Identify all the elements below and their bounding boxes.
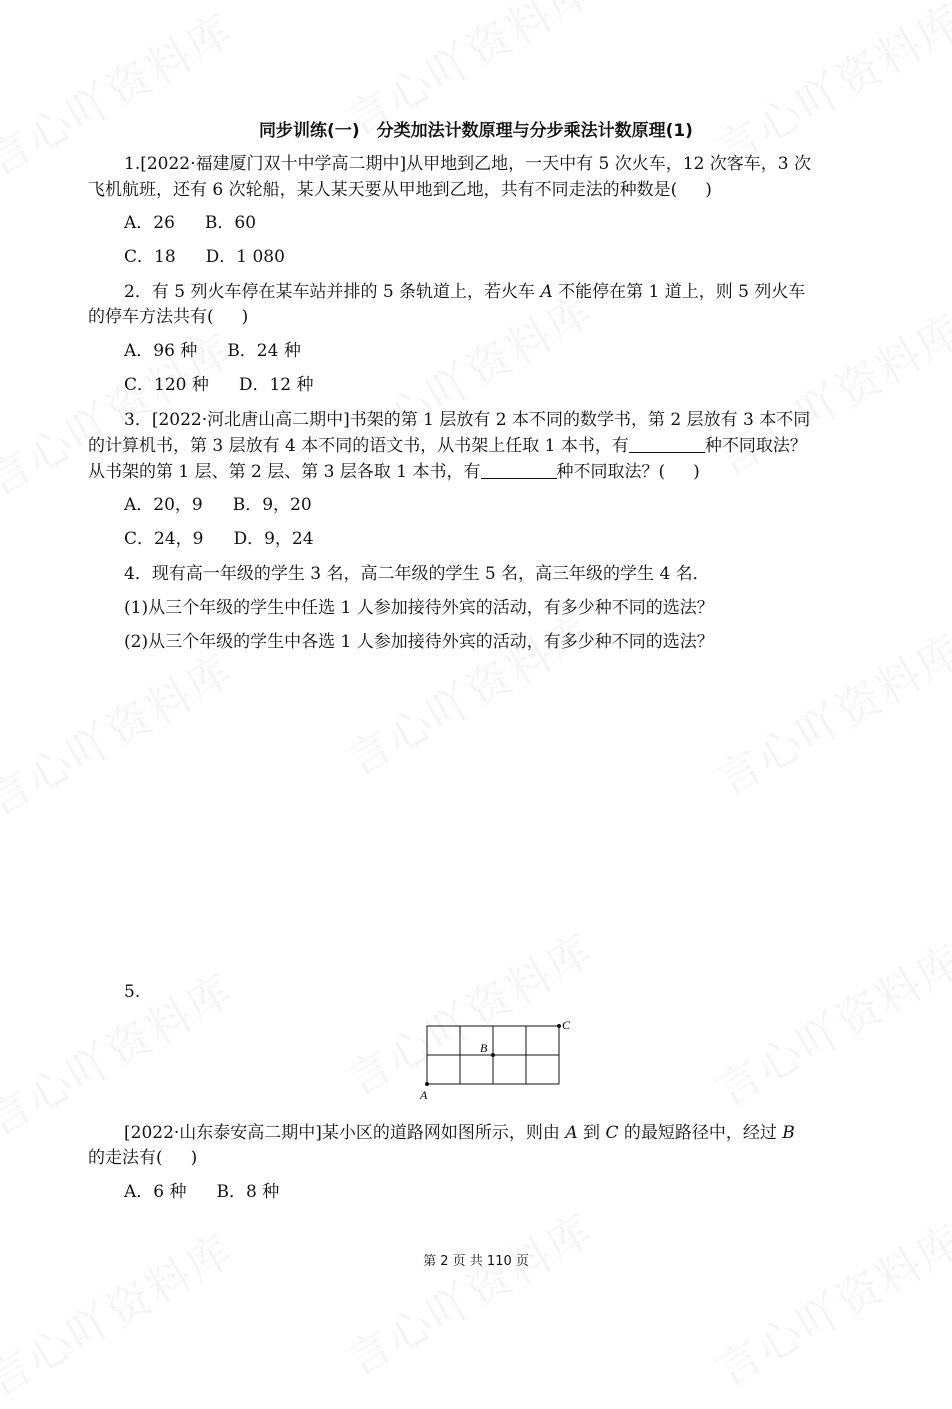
q5-paren-close: ) — [190, 1148, 198, 1168]
q3-stem-2a: 的计算机书，第 3 层放有 4 本不同的语文书，从书架上任取 1 本书，有 — [88, 436, 629, 456]
watermark — [332, 595, 603, 788]
q5-option-b: B．8 种 — [216, 1182, 280, 1202]
q1-option-c: C．18 — [124, 247, 176, 267]
watermark — [0, 1215, 244, 1408]
q1-option-a: A．26 — [124, 213, 175, 233]
q5-stem-c: 的最短路径中，经过 — [623, 1123, 777, 1143]
q1-line2 — [88, 178, 712, 202]
q5-stem-a: [2022·山东泰安高二期中]某小区的道路网如图所示，则由 — [124, 1123, 560, 1143]
watermark — [702, 295, 952, 488]
q2-stem-a: 2．有 5 列火车停在某车站并排的 5 条轨道上，若火车 — [124, 282, 536, 302]
q2-var-a: A — [540, 282, 553, 302]
q5-number: 5. — [124, 982, 141, 1002]
q5-line2 — [88, 1146, 197, 1170]
q3-blank-1 — [629, 436, 705, 453]
q2-stem-end: 的停车方法共有( — [88, 307, 214, 327]
q3-stem-3a: 从书架的第 1 层、第 2 层、第 3 层各取 1 本书，有 — [88, 462, 481, 482]
q5-line1 — [124, 1121, 795, 1145]
q1-option-d: D．1 080 — [205, 247, 285, 267]
watermark — [332, 1195, 603, 1388]
q5-stem-b: 到 — [583, 1123, 601, 1143]
q2-options-row2 — [124, 373, 314, 397]
q3-line2 — [88, 434, 807, 458]
q3-line1: 3．[2022·河北唐山高二期中]书架的第 1 层放有 2 本不同的数学书，第 2 层放有 3 本不同 — [124, 410, 811, 430]
point-c — [557, 1024, 561, 1028]
road-grid-figure — [410, 1015, 580, 1105]
q2-option-b: B．24 种 — [227, 341, 301, 361]
page-title: 同步训练(一) 分类加法计数原理与分步乘法计数原理(1) — [259, 121, 693, 141]
label-a: A — [420, 1088, 428, 1102]
q2-line1 — [124, 280, 805, 304]
q2-paren-close: ) — [241, 307, 249, 327]
q1-options-row1 — [124, 211, 256, 235]
label-c: C — [562, 1018, 571, 1032]
q5-stem-end: 的走法有( — [88, 1148, 163, 1168]
q3-option-d: D．9，24 — [233, 529, 314, 549]
point-a — [425, 1082, 429, 1086]
q1-paren-close: ) — [705, 180, 712, 200]
q3-options-row1 — [124, 493, 312, 517]
q3-stem-3b: 种不同取法？( — [556, 462, 666, 482]
q3-line3 — [88, 460, 700, 484]
watermark — [702, 615, 952, 808]
watermark — [0, 955, 244, 1148]
label-b: B — [480, 1041, 488, 1055]
q1-option-b: B．60 — [204, 213, 257, 233]
watermark — [702, 1205, 952, 1398]
page-footer: 第 2 页 共 110 页 — [423, 1254, 529, 1269]
q5-option-a: A．6 种 — [124, 1182, 187, 1202]
q2-options-row1 — [124, 339, 301, 363]
q2-line2 — [88, 305, 248, 329]
watermark — [0, 635, 244, 828]
q3-blank-2 — [481, 462, 557, 479]
q3-stem-2b: 种不同取法？ — [704, 436, 807, 456]
q2-option-a: A．96 种 — [124, 341, 198, 361]
q1-stem: 飞机航班，还有 6 次轮船，某人某天要从甲地到乙地，共有不同走法的种数是( — [88, 180, 678, 200]
q3-option-c: C．24，9 — [124, 529, 204, 549]
q5-var-c: C — [605, 1123, 619, 1143]
watermark — [702, 925, 952, 1118]
q2-stem-b: 不能停在第 1 道上，则 5 列火车 — [558, 282, 806, 302]
q4-line1: 4．现有高一年级的学生 3 名，高二年级的学生 5 名，高三年级的学生 4 名． — [124, 564, 710, 584]
q3-option-a: A．20，9 — [124, 495, 203, 515]
q1-options-row2 — [124, 245, 285, 269]
q3-option-b: B．9，20 — [232, 495, 312, 515]
q3-paren-close: ) — [693, 462, 700, 482]
q2-option-d: D．12 种 — [238, 375, 314, 395]
q1-line1: 1.[2022·福建厦门双十中学高二期中]从甲地到乙地，一天中有 5 次火车，12 次客车，3 次 — [124, 154, 812, 174]
point-b — [491, 1053, 495, 1057]
q5-var-a: A — [565, 1123, 578, 1143]
q2-option-c: C．120 种 — [124, 375, 209, 395]
q5-options-row1 — [124, 1180, 279, 1204]
q5-var-b: B — [782, 1123, 795, 1143]
q3-options-row2 — [124, 527, 314, 551]
q4-sub2: (2)从三个年级的学生中各选 1 人参加接待外宾的活动，有多少种不同的选法？ — [124, 632, 714, 652]
q4-sub1: (1)从三个年级的学生中任选 1 人参加接待外宾的活动，有多少种不同的选法？ — [124, 598, 714, 618]
